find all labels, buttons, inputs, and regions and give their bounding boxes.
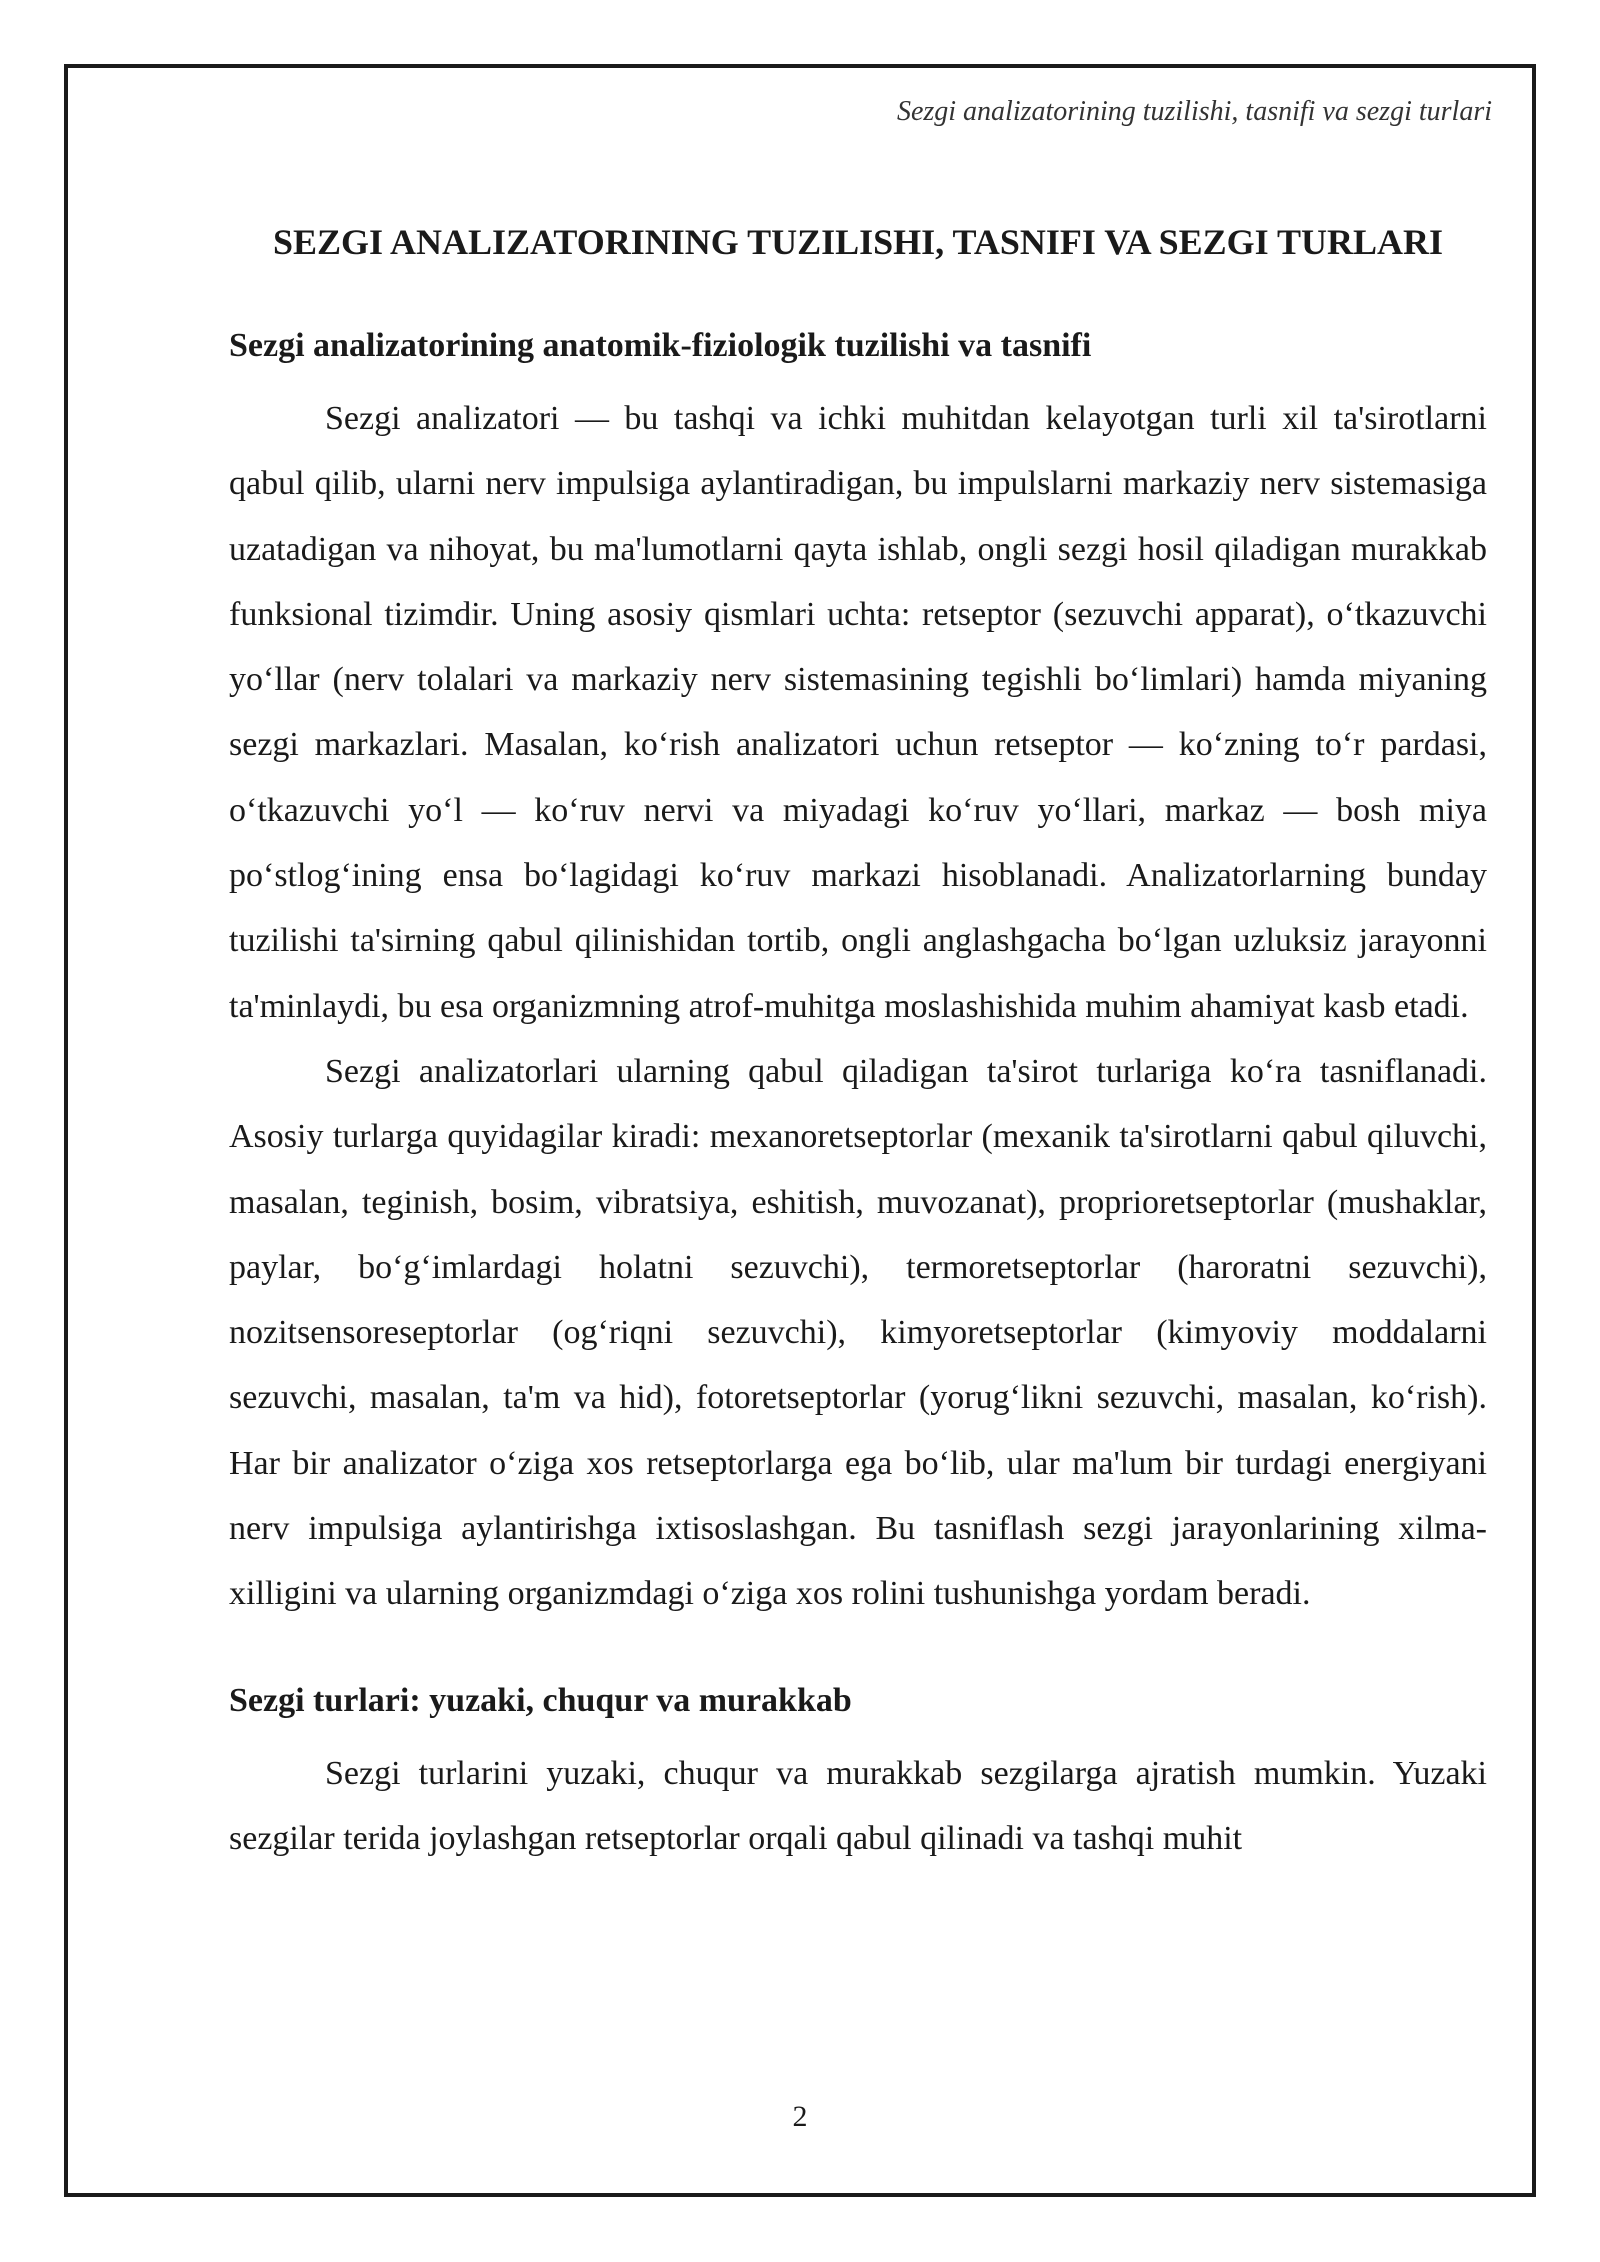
paragraph: Sezgi turlarini yuzaki, chuqur va murakkab sezgilarga ajratish mumkin. Yuzaki sezgilar terida joylashgan retseptorlar orqali qabul qilinadi va tashqi muhit [229, 1754, 1487, 1857]
paragraph: Sezgi analizatorlari ularning qabul qiladigan ta'sirot turlariga ko‘ra tasniflanadi. Asosiy turlarga quyidagilar kiradi: mexanoretseptorlar (mexanik ta'sirotlarni qabul qiluvchi, masalan, teginish, bosim, vibratsiya, eshitish, muvozanat), proprioretseptorlar (mushaklar, paylar, bo‘g‘imlardagi holatni sezuvchi), termoretseptorlar (haroratni sezuvchi), nozitsensoreseptorlar (og‘riqni sezuvchi), kimyoretseptorlar (kimyoviy moddalarni sezuvchi, masalan, ta'm va hid), fotoretseptorlar (yorug‘likni sezuvchi, masalan, ko‘rish). Har bir analizator o‘ziga xos retseptorlarga ega bo‘lib, ular ma'lum bir turdagi energiyani nerv impulsiga aylantirishga ixtisoslashgan. Bu tasniflash sezgi jarayonlarining xilma-xilligini va ularning organizmdagi o‘ziga xos rolini tushunishga yordam beradi. [229, 1052, 1487, 1613]
document-title: SEZGI ANALIZATORINING TUZILISHI, TASNIFI VA SEZGI TURLARI [272, 222, 1444, 262]
paragraph: Sezgi analizatori — bu tashqi va ichki muhitdan kelayotgan turli xil ta'sirotlarni qabul qilib, ularni nerv impulsiga aylantiradigan, bu impulslarni markaziy nerv sistemasiga uzatadigan va nihoyat, bu ma'lumotlarni qayta ishlab, ongli sezgi hosil qiladigan murakkab funksional tizimdir. Uning asosiy qismlari uchta: retseptor (sezuvchi apparat), o‘tkazuvchi yo‘llar (nerv tolalari va markaziy nerv sistemasining tegishli bo‘limlari) hamda miyaning sezgi markazlari. Masalan, ko‘rish analizatori uchun retseptor — ko‘zning to‘r pardasi, o‘tkazuvchi yo‘l — ko‘ruv nervi va miyadagi ko‘ruv yo‘llari, markaz — bosh miya po‘stlog‘ining ensa bo‘lagidagi ko‘ruv markazi hisoblanadi. Analizatorlarning bunday tuzilishi ta'sirning qabul qilinishidan tortib, ongli anglashgacha bo‘lgan uzluksiz jarayonni ta'minlaydi, bu esa organizmning atrof-muhitga moslashishida muhim ahamiyat kasb etadi. [229, 400, 1487, 1025]
section-heading: Sezgi turlari: yuzaki, chuqur va murakkab [229, 1681, 852, 1719]
running-header: Sezgi analizatorining tuzilishi, tasnifi va sezgi turlari [896, 96, 1492, 127]
page-number: 2 [792, 2100, 808, 2133]
document-body [229, 210, 1487, 1871]
section-heading: Sezgi analizatorining anatomik-fiziologik tuzilishi va tasnifi [229, 327, 1092, 364]
